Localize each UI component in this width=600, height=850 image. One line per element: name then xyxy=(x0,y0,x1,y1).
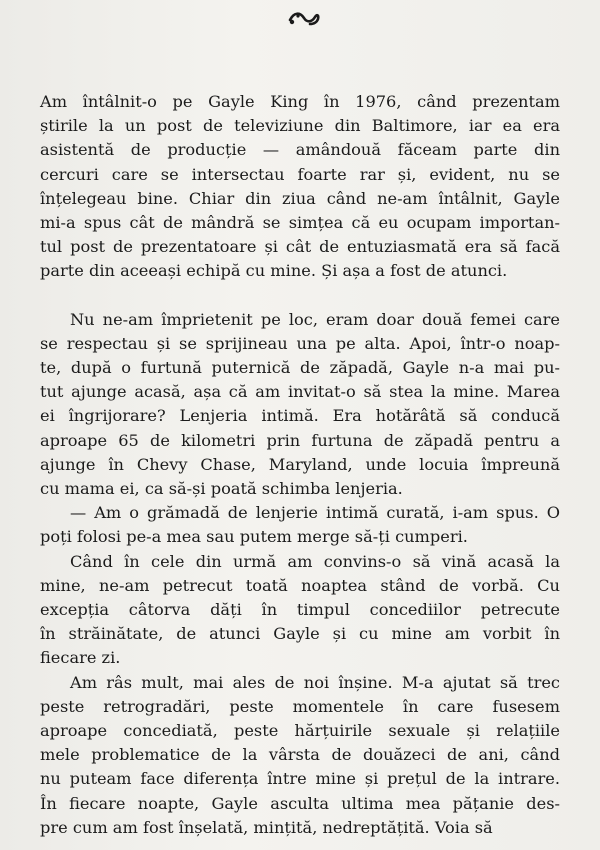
body-text xyxy=(40,90,580,840)
text-line: cercuri care se intersectau foarte rar și, evident, nu se xyxy=(40,164,560,184)
paragraph xyxy=(40,550,580,671)
text-line: te, după o furtună puternică de zăpadă, Gayle n-a mai pu- xyxy=(40,358,560,378)
text-line: peste retrogradări, peste momentele în care fusesem xyxy=(40,696,560,716)
text-line: înțelegeau bine. Chiar din ziua când ne-am întâlnit, Gayle xyxy=(40,188,560,208)
text-line: Am râs mult, mai ales de noi înșine. M-a ajutat să trec xyxy=(70,672,560,692)
text-line: știrile la un post de televiziune din Baltimore, iar ea era xyxy=(40,116,560,136)
text-line: pre cum am fost înșelată, mințită, nedreptățită. Voia să xyxy=(40,817,493,837)
text-line: aproape concediată, peste hărțuirile sexuale și relațiile xyxy=(40,721,560,741)
text-line: Am întâlnit-o pe Gayle King în 1976, când prezentam xyxy=(40,92,560,111)
text-line: tut ajunge acasă, așa că am invitat-o să stea la mine. Marea xyxy=(40,382,560,402)
text-line: Când în cele din urmă am convins-o să vină acasă la xyxy=(70,551,560,571)
squiggle-ornament-icon xyxy=(284,8,324,30)
text-line: mine, ne-am petrecut toată noaptea stând de vorbă. Cu xyxy=(40,575,560,595)
text-line: asistentă de producție — amândouă făceam parte din xyxy=(40,140,560,160)
text-line: excepția câtorva dăți în timpul concediilor petrecute xyxy=(40,600,560,620)
paragraph xyxy=(40,308,580,502)
text-line: mele problematice de la vârsta de douăzeci de ani, când xyxy=(40,745,560,765)
text-line: Nu ne-am împrietenit pe loc, eram doar două femei care xyxy=(70,309,560,329)
text-line: poți folosi pe-a mea sau putem merge să-ți cumperi. xyxy=(40,527,468,547)
text-line: tul post de prezentatoare și cât de entuziasmată era să facă xyxy=(40,237,560,257)
paragraph xyxy=(40,501,580,549)
text-line: nu puteam face diferența între mine și prețul de la intrare. xyxy=(40,769,560,789)
paragraph xyxy=(40,671,580,840)
text-line: mi-a spus cât de mândră se simțea că eu ocupam importan- xyxy=(40,213,560,233)
text-line: parte din aceeași echipă cu mine. Și așa a fost de atunci. xyxy=(40,261,508,281)
paragraph-gap xyxy=(40,284,580,308)
text-line: ei îngrijorare? Lenjeria intimă. Era hotărâtă să conducă xyxy=(40,406,560,426)
text-line: în străinătate, de atunci Gayle și cu mine am vorbit în xyxy=(40,624,560,644)
text-line: În fiecare noapte, Gayle asculta ultima mea pățanie des- xyxy=(40,793,560,813)
text-line: cu mama ei, ca să-și poată schimba lenjeria. xyxy=(40,479,403,499)
text-line: aproape 65 de kilometri prin furtuna de zăpadă pentru a xyxy=(40,430,560,450)
text-line: — Am o grămadă de lenjerie intimă curată, i-am spus. O xyxy=(70,503,560,523)
text-line: ajunge în Chevy Chase, Maryland, unde locuia împreună xyxy=(40,454,560,474)
text-line: se respectau și se sprijineau una pe alta. Apoi, într-o noap- xyxy=(40,333,560,353)
text-line: fiecare zi. xyxy=(40,648,121,668)
paragraph xyxy=(40,90,580,284)
